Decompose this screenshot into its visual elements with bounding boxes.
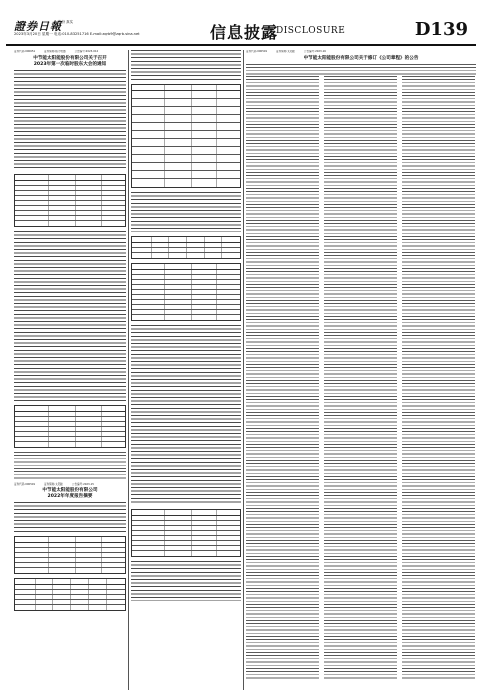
amendment-meta: [246, 50, 476, 54]
masthead: [8, 18, 476, 46]
column-divider: [128, 50, 129, 690]
report-meta-number: 公告编号:2023-15: [71, 482, 94, 486]
body-text-block: [14, 70, 126, 170]
amendment-body: [246, 76, 476, 686]
amendment-headline: 中节能太阳能股份有限公司关于修订《公司章程》的公告: [303, 55, 419, 61]
dateline: 2023年3月20日 星期一 电话:010-83251716 E-mail:zqrb9@zqrb.sina.net: [14, 32, 140, 36]
body-text-block: [131, 325, 241, 505]
vote-table: [14, 405, 126, 448]
report-meta-name: 证券简称:太阳能: [43, 482, 64, 486]
report-headline-line-1: 中节能太阳能股份有限公司: [42, 488, 98, 494]
company-info-table: [14, 536, 126, 574]
amendment-meta-number: 公告编号:2023-16: [303, 50, 326, 53]
newspaper-logo: 證券日報: [14, 20, 62, 33]
body-text-block: [14, 502, 126, 532]
section-subtitle: DISCLOSURE: [276, 26, 346, 36]
accounting-data-table: [131, 263, 241, 321]
headline-line-2: 2023年第一次临时股东大会的通知: [33, 61, 107, 67]
body-text-block: [131, 561, 241, 601]
logo-subtitle: 股份 真实: [58, 20, 74, 24]
page-number: D139: [414, 19, 468, 40]
body-text-block: [131, 50, 241, 80]
amendment-subcolumn-2: [324, 76, 397, 686]
body-text-block: [246, 64, 476, 76]
masthead-rule: [6, 44, 476, 46]
column-a: [14, 50, 126, 690]
amendment-subcolumn-1: [246, 76, 319, 686]
report-headline-line-2: 2022年年度报告摘要: [47, 494, 93, 500]
body-text-block: [14, 452, 126, 480]
column-c: [246, 50, 476, 690]
amendment-meta-name: 证券简称:太阳能: [275, 50, 296, 53]
report-meta: [14, 483, 126, 487]
meta-number: 公告编号:2023-012: [74, 50, 99, 53]
financial-table: [14, 578, 126, 611]
announcement-meta: [14, 50, 126, 54]
meta-code: 证券代码:000651: [14, 50, 36, 53]
column-divider: [243, 50, 244, 690]
amendment-subcolumn-3: [402, 76, 475, 686]
section-title: 信息披露: [210, 23, 279, 42]
column-b: [131, 50, 241, 690]
shareholder-table: [131, 509, 241, 557]
report-meta-code: 证券代码:000591: [14, 482, 36, 486]
headline-line-1: 中节能太阳能股份有限公司关于召开: [33, 55, 107, 61]
announcement-headline: [14, 56, 126, 68]
proxy-table: [131, 236, 241, 259]
report-headline: [14, 488, 126, 500]
body-text-block: [131, 192, 241, 232]
meta-name: 证券简称:格力电器: [43, 50, 66, 53]
nomination-table: [131, 84, 241, 188]
body-text-block: [14, 231, 126, 401]
proposal-table: [14, 174, 126, 227]
amendment-meta-code: 证券代码:000591: [246, 50, 268, 53]
